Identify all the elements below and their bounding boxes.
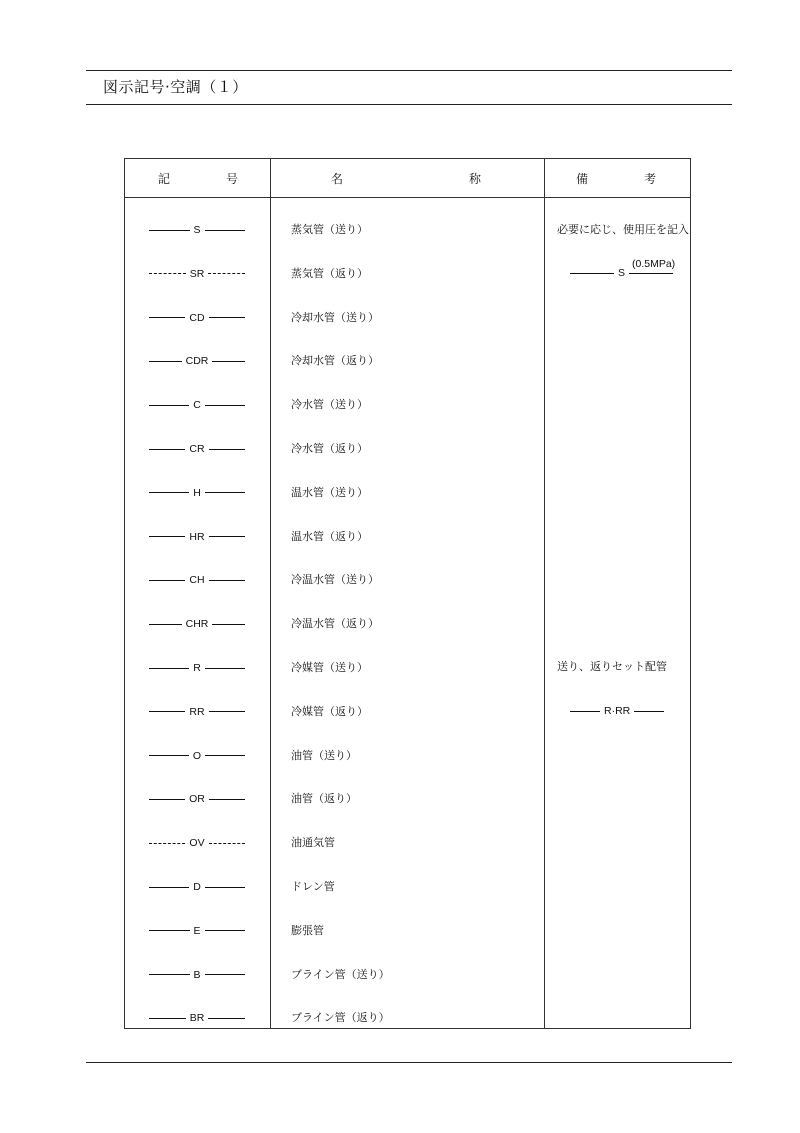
remark-set-piping-note: 送り、返りセット配管 [557,660,667,673]
remark-set-piping-symbol [570,701,664,721]
pipe-symbol [149,351,245,371]
pipe-line [149,580,185,581]
pipe-name: 冷媒管（返り） [291,704,368,718]
pipe-line [149,492,189,493]
pipe-line [209,536,245,537]
legend-row [125,395,692,415]
pipe-code: SR [189,267,205,280]
pipe-line [212,624,245,625]
pipe-line [209,711,245,712]
pipe-name: ブライン管（返り） [291,1011,390,1025]
pipe-name: ブライン管（送り） [291,967,390,981]
header-separator [125,197,690,198]
pipe-name: ドレン管 [291,880,335,893]
pipe-name: 冷水管（送り） [291,398,368,412]
pipe-code: HR [189,530,205,543]
pipe-line [149,449,185,450]
pipe-line [205,974,246,975]
legend-row [125,308,692,328]
pipe-line [209,799,245,800]
pipe-line [149,755,189,756]
remark-pressure-code: S [618,267,626,279]
column-divider [544,159,545,1028]
pipe-symbol [149,570,245,590]
pipe-line [149,273,186,274]
pipe-code: C [193,399,201,412]
legend-row [125,351,692,371]
remark-pressure-note: 必要に応じ、使用圧を記入 [557,223,689,236]
pipe-code: H [193,486,201,499]
pipe-line [209,580,245,581]
pipe-symbol [149,965,245,985]
pipe-name: 冷温水管（送り） [291,573,379,587]
pipe-code: D [193,881,201,893]
pipe-line [205,230,246,231]
pipe-line [629,273,673,274]
pipe-line [149,799,185,800]
pipe-symbol [149,833,245,853]
pipe-symbol [149,614,245,634]
pipe-line [208,1018,245,1019]
legend-row [125,833,692,853]
legend-row [125,1008,692,1028]
pipe-name: 冷却水管（送り） [291,310,379,324]
header-remarks-char-2: 考 [643,171,656,186]
pipe-line [205,668,245,669]
header-symbol-char-2: 号 [225,171,238,186]
pipe-line [634,711,664,712]
pipe-symbol [149,264,245,284]
pipe-code: OR [189,793,205,806]
header-remarks [576,159,656,197]
pipe-symbol [149,658,245,678]
pipe-line [205,887,245,888]
legend-row [125,570,692,590]
pipe-code: CHR [185,618,209,631]
pipe-symbol [149,746,245,766]
page-title: 図示記号·空調（１） [103,78,248,96]
pipe-name: 冷温水管（返り） [291,617,379,631]
legend-row [125,965,692,985]
pipe-line [149,405,189,406]
pipe-name: 冷媒管（送り） [291,661,368,674]
pipe-symbol [149,1008,245,1028]
remark-set-piping-code: R·RR [604,705,631,717]
pipe-name: 温水管（送り） [291,485,368,499]
pipe-line [205,492,245,493]
legend-row [125,877,692,897]
legend-row [125,483,692,503]
pipe-code: E [193,924,201,937]
pipe-code: CH [189,574,205,587]
pipe-line [212,361,245,362]
legend-row [125,746,692,766]
pipe-line [570,273,614,274]
pipe-line [205,405,245,406]
pipe-code: O [192,749,202,762]
pipe-name: 冷水管（返り） [291,442,368,455]
pipe-name: 油管（送り） [291,748,357,762]
pipe-name: 冷却水管（返り） [291,354,379,368]
bottom-rule [86,1062,732,1063]
pipe-code: OV [189,837,205,850]
pipe-line [149,361,182,362]
pipe-code: RR [189,705,205,718]
pipe-symbol [149,702,245,722]
header-symbol-char-1: 記 [158,171,171,186]
symbol-legend-table [124,158,691,1029]
pipe-code: BR [189,1012,205,1025]
header-name-char-1: 名 [331,171,344,186]
pipe-name: 油管（返り） [291,792,357,806]
pipe-line [149,317,185,318]
pipe-code: CD [189,311,205,324]
title-underline [86,104,732,105]
pipe-line [209,843,245,844]
column-divider [270,159,271,1028]
pipe-line [208,273,245,274]
pipe-symbol [149,921,245,941]
pipe-symbol [149,439,245,459]
pipe-line [570,711,600,712]
pipe-symbol [149,395,245,415]
header-symbol [158,159,238,197]
pipe-line [149,668,189,669]
header-remarks-char-1: 備 [576,171,589,186]
pipe-symbol [149,789,245,809]
pipe-line [149,1018,186,1019]
pipe-name: 温水管（返り） [291,529,368,543]
pipe-line [149,536,185,537]
pipe-code: CR [189,443,205,455]
pipe-name: 膨張管 [291,923,324,937]
pipe-name: 油通気管 [291,836,335,850]
pipe-line [149,974,190,975]
pipe-line [149,843,185,844]
legend-row [125,789,692,809]
pipe-symbol [149,527,245,547]
pipe-line [149,711,185,712]
pipe-line [149,887,189,888]
pipe-symbol [149,220,245,240]
pipe-line [149,930,190,931]
pipe-line [149,230,190,231]
pipe-line [209,317,245,318]
pipe-name: 蒸気管（送り） [291,223,368,236]
pipe-line [149,624,182,625]
pipe-name: 蒸気管（返り） [291,266,368,280]
legend-row [125,921,692,941]
legend-row [125,439,692,459]
pipe-line [205,930,246,931]
pipe-symbol [149,483,245,503]
remark-pressure-value: (0.5MPa) [632,258,676,270]
top-rule [86,70,732,71]
header-name-char-2: 称 [468,171,481,186]
legend-row [125,614,692,634]
pipe-code: S [193,224,201,236]
pipe-code: CDR [185,355,209,368]
header-name [331,159,481,197]
pipe-symbol [149,308,245,328]
pipe-code: B [193,968,201,981]
pipe-line [209,449,245,450]
legend-row [125,527,692,547]
pipe-code: R [193,662,201,674]
pipe-line [205,755,245,756]
pipe-symbol [149,877,245,897]
